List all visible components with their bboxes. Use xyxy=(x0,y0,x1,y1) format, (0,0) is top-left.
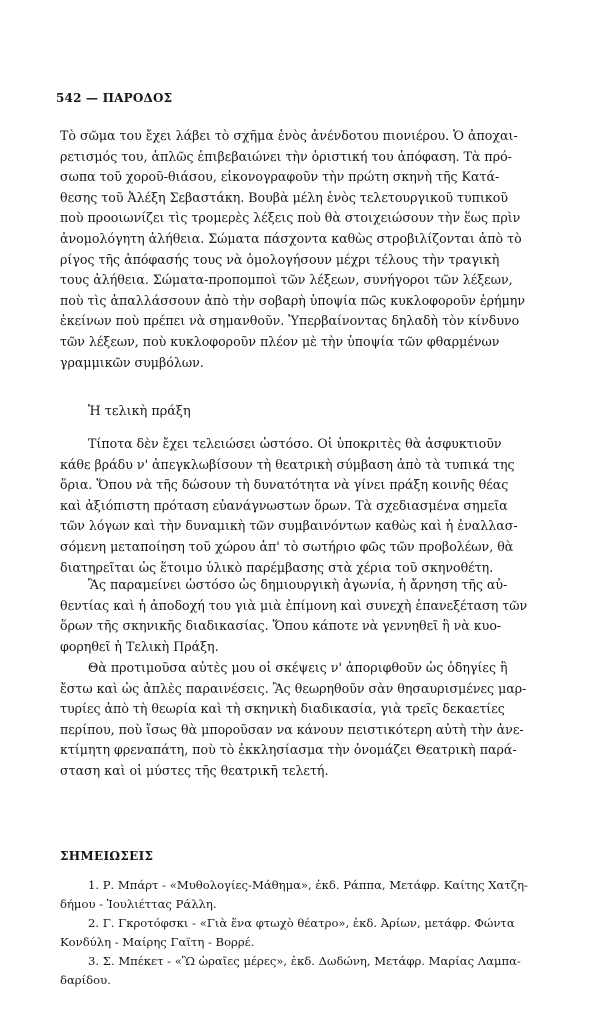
paragraph-line: φορηθεῖ ἡ Τελικὴ Πράξη. xyxy=(60,638,219,654)
paragraph-line: διατηρεῖται ὡς ἕτοιμο ὑλικὸ παρέμβασης στὰ χέρια τοῦ σκηνοθέτη. xyxy=(60,559,494,575)
paragraph-line: Τὸ σῶμα του ἔχει λάβει τὸ σχῆμα ἑνὸς ἀνένδοτου πιονιέρου. Ὁ ἀποχαι- xyxy=(60,128,518,143)
paragraph-line: τῶν λόγων καὶ τὴν δυναμικὴ τῶν συμβαινόντων καθὼς καὶ ἡ ἐναλλασ- xyxy=(60,518,518,534)
paragraph-2 xyxy=(60,434,570,578)
paragraph-line: Τίποτα δὲν ἔχει τελειώσει ὡστόσο. Οἱ ὑποκριτὲς θὰ ἀσφυκτιοῦν xyxy=(88,436,502,451)
paragraph-line: κάθε βράδυ ν' ἀπεγκλωβίσουν τὴ θεατρικὴ σύμβαση ἀπὸ τὰ τυπικά της xyxy=(60,456,515,472)
note-item xyxy=(60,876,572,913)
paragraph-line: σωπα τοῦ χοροῦ-θιάσου, εἰκονογραφοῦν τὴν πρώτη σκηνὴ τῆς Κατά- xyxy=(60,169,500,185)
paragraph-line: ὅρων τῆς σκηνικῆς διαδικασίας. Ὅπου κάποτε νὰ γεννηθεῖ ἢ νὰ κυο- xyxy=(60,618,502,634)
paragraph-line: καὶ ἀξιόπιστη πρόταση εὐανάγνωστων ὅρων. Τὰ σχεδιασμένα σημεῖα xyxy=(60,497,508,513)
paragraph-line: ὅρια. Ὅπου νὰ τῆς δώσουν τὴ δυνατότητα νὰ γίνει πράξη κοινῆς θέας xyxy=(60,477,509,493)
paragraph-line: γραμμικῶν συμβόλων. xyxy=(60,354,204,370)
paragraph-line: σταση καὶ οἱ μύστες τῆς θεατρικῆ τελετή. xyxy=(60,762,329,778)
paragraph-3 xyxy=(60,575,570,657)
section-subheading: Ἡ τελικὴ πράξη xyxy=(88,404,191,419)
note-line: 1. Ρ. Μπάρτ - «Μυθολογίες-Μάθημα», ἐκδ. Ράππα, Μετάφρ. Καίτης Χατζη- xyxy=(88,878,528,892)
paragraph-line: ἀνομολόγητη ἀλήθεια. Σώματα πάσχοντα καθὼς στροβιλίζονται ἀπὸ τὸ xyxy=(60,230,522,246)
paragraph-line: τους ἀλήθεια. Σώματα-προπομποὶ τῶν λέξεων, συνήγοροι τῶν λέξεων, xyxy=(60,272,513,288)
note-item xyxy=(60,914,572,951)
note-line: δήμου - Ἰουλιέττας Ράλλη. xyxy=(60,896,217,911)
paragraph-line: ποὺ τὶς ἀπαλλάσσουν ἀπὸ τὴν σοβαρὴ ὑποψία πῶς κυκλοφοροῦν ἐρήμην xyxy=(60,292,525,308)
running-head: 542 — ΠΑΡΟΔΟΣ xyxy=(56,91,173,105)
note-line: Κονδύλη - Μαίρης Γαϊτη - Βορρέ. xyxy=(60,934,255,949)
paragraph-line: θεντίας καὶ ἡ ἀποδοχή του γιὰ μιὰ ἐπίμονη καὶ συνεχὴ ἐπανεξέταση τῶν xyxy=(60,597,528,613)
paragraph-line: ρετισμός του, ἁπλῶς ἐπιβεβαιώνει τὴν ὁριστική του ἀπόφαση. Τὰ πρό- xyxy=(60,148,512,164)
notes-heading: ΣΗΜΕΙΩΣΕΙΣ xyxy=(60,849,154,863)
paragraph-line: ρίγος τῆς ἀπόφασής τους νὰ ὁμολογήσουν μέχρι τέλους τὴν τραγικὴ xyxy=(60,251,500,267)
paragraph-line: τυρίες ἀπὸ τὴ θεωρία καὶ τὴ σκηνικὴ διαδικασία, γιὰ τρεῖς δεκαετίες xyxy=(60,701,505,717)
note-line: 3. Σ. Μπέκετ - «Ὢ ὡραῖες μέρες», ἐκδ. Δωδώνη, Μετάφρ. Μαρίας Λαμπα- xyxy=(88,954,521,968)
paragraph-line: τῶν λέξεων, ποὺ κυκλοφοροῦν πλέον μὲ τὴν ὑποψία τῶν φθαρμένων xyxy=(60,333,500,349)
note-line: δαρίδου. xyxy=(60,972,111,987)
note-line: 2. Γ. Γκροτόφσκι - «Γιὰ ἕνα φτωχὸ θέατρο», ἐκδ. Ἀρίων, μετάφρ. Φώντα xyxy=(88,916,515,930)
paragraph-4 xyxy=(60,658,570,782)
paragraph-1 xyxy=(60,126,570,373)
paragraph-line: σόμενη μεταποίηση τοῦ χώρου ἀπ' τὸ σωτήριο φῶς τῶν προβολέων, θὰ xyxy=(60,538,514,554)
paragraph-line: Ἂς παραμείνει ὡστόσο ὡς δημιουργικὴ ἀγωνία, ἡ ἄρνηση τῆς αὐ- xyxy=(88,577,508,592)
paragraph-line: κτίμητη φρεναπάτη, ποὺ τὸ ἐκκλησίασμα τὴν ὀνομάζει Θεατρικὴ παρά- xyxy=(60,742,517,758)
paragraph-line: θεσης τοῦ Ἀλέξη Σεβαστάκη. Βουβὰ μέλη ἑνὸς τελετουργικοῦ τυπικοῦ xyxy=(60,189,509,205)
paragraph-line: ἔστω καὶ ὡς ἁπλὲς παραινέσεις. Ἂς θεωρηθοῦν σὰν θησαυρισμένες μαρ- xyxy=(60,680,527,696)
note-item xyxy=(60,952,572,989)
paragraph-line: Θὰ προτιμοῦσα αὐτὲς μου οἱ σκέψεις ν' ἀποριφθοῦν ὡς ὁδηγίες ἢ xyxy=(88,660,508,675)
paragraph-line: ποὺ προοιωνίζει τὶς τρομερὲς λέξεις ποὺ θὰ στοιχειώσουν τὴν ἕως πρὶν xyxy=(60,210,521,226)
paragraph-line: περίπου, ποὺ ἴσως θὰ μποροῦσαν να κάνουν πειστικότερη αὐτὴ τὴν ἀνε- xyxy=(60,721,524,737)
paragraph-line: ἐκείνων ποὺ πρέπει νὰ σημανθοῦν. Ὑπερβαίνοντας δηλαδὴ τὸν κίνδυνο xyxy=(60,313,520,329)
